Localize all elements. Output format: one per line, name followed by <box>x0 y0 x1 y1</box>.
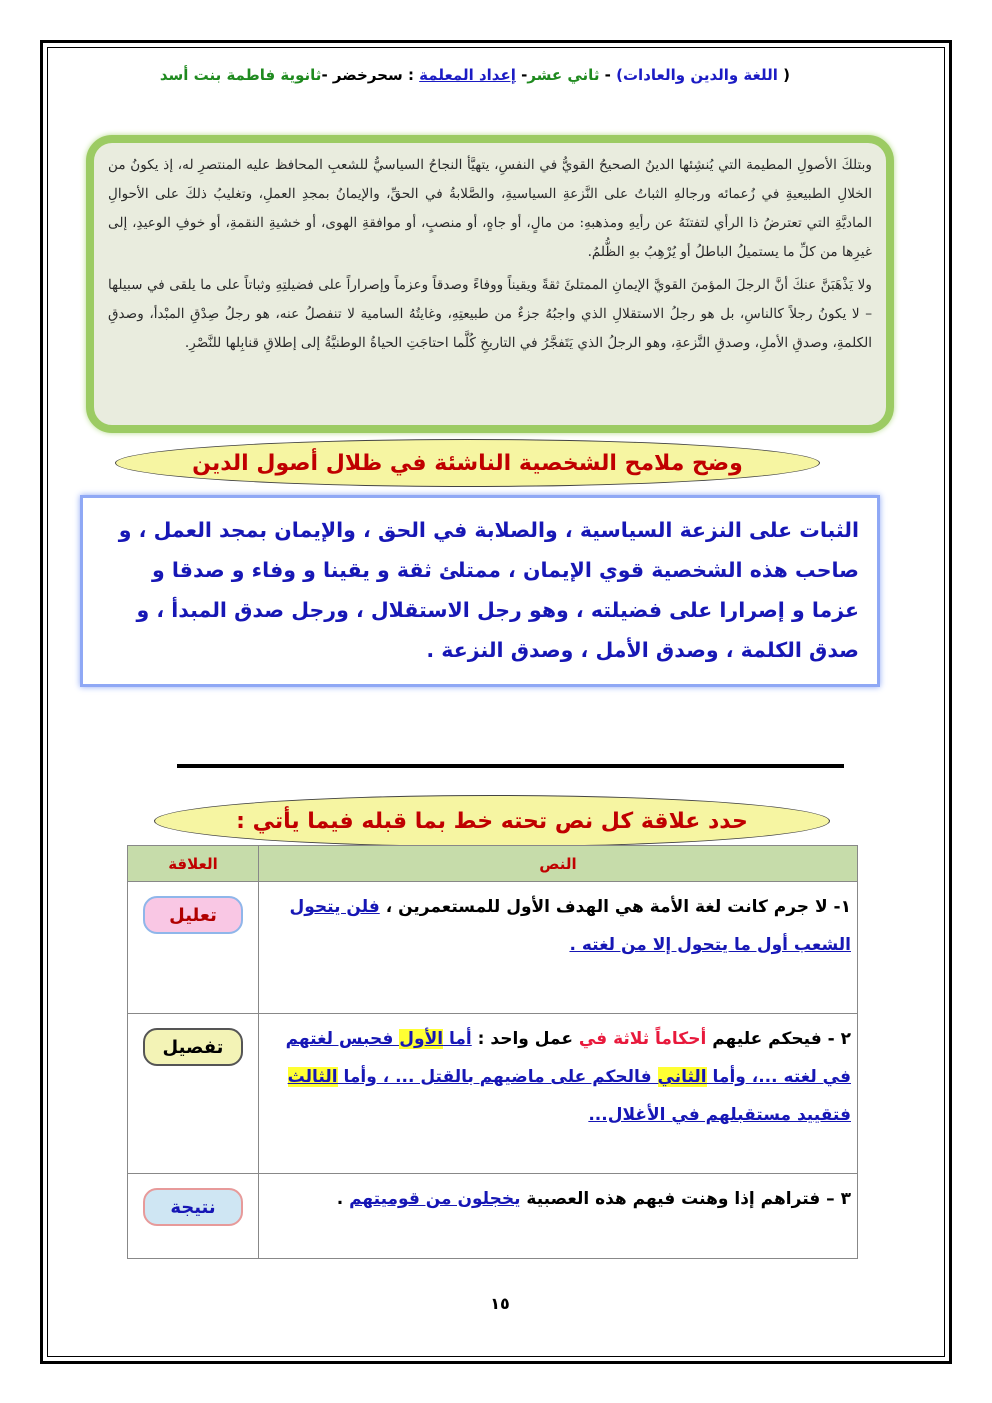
text-plain: . <box>336 1189 350 1209</box>
header-sep: - <box>515 66 528 84</box>
page-header <box>60 66 790 84</box>
row-relation <box>128 882 259 1014</box>
table-header-row <box>128 846 858 882</box>
answer-1-box: الثبات على النزعة السياسية ، والصلابة في الحق ، والإيمان بمجد العمل ، و صاحب هذه الشخصية قوي الإيمان ، ممتلئ ثقة و يقينا و وفاء و صدقا و عزما و إصرارا على فضيلته ، وهو رجل الاستقلال ، ورجل صدق المبدأ ، و صدق الكلمة ، وصدق الأمل ، وصدق النزعة . <box>80 495 880 687</box>
row-relation <box>128 1174 259 1259</box>
row-relation <box>128 1014 259 1174</box>
relation-badge: تعليل <box>143 896 243 934</box>
table-row <box>128 882 858 1014</box>
header-paren: ( <box>783 66 790 84</box>
table-row <box>128 1174 858 1259</box>
page-number: ١٥ <box>490 1294 510 1313</box>
text-underlined: فلن يتحول الشعب أول ما يتحول إلا من لغته . <box>289 897 851 955</box>
passage-paragraph: ولا يَذْهَبَنَّ عنكَ أنَّ الرجلَ المؤمنَ القويَّ الإيمانِ الممتلئَ ثقةً ويقيناً ووفاءً وصدقاً وعزماً وإصراراً على فضيلتِهِ وثباتاً على ما يلقى في سبيلها – لا يكونُ رجلاً كالناسِ، بل هو رجلُ الاستقلالِ الذي واجبُهُ جزءٌ من طبيعتِهِ، وغايتُهُ السامية لا تنفصلُ عنه، هو رجلُ صِدْقِ المبْدأ، وصدقِ الكلمةِ، وصدقِ الأملِ، وصدقِ النَّزعةِ، وهو الرجلُ الذي يَتَفجَّرُ في التاريخِ كُلَّما احتاجَتِ الحياةُ الوطنيَّةُ إلى إطلاقِ قنابِلها للنَّصْرِ. <box>108 277 872 351</box>
question-2-banner: حدد علاقة كل نص تحته خط بما قبله فيما يأتي : <box>154 795 830 847</box>
text-underlined: يخجلون من قوميتهم <box>349 1189 521 1209</box>
header-sep: - <box>599 66 617 84</box>
header-relation: العلاقة <box>128 846 259 882</box>
header-prepared: إعداد المعلمة <box>419 66 516 84</box>
passage-paragraph: وبتلكَ الأصولِ المطيمة التي يُنشِئها الدينُ الصحيحُ القويُّ في النفسِ، يتهيَّأ النجاحُ السياسيُّ للشعبِ المحافظ عليه المنتصرِ له، إذ يكونُ من الخلالِ الطبيعيةِ في زُعمائه ورجالهِ الثباتُ على النَّزعةِ السياسيةِ، والصَّلابةُ في الحقِّ، والإيمانُ بمجدِ العملِ، وتغليبُ ذلكَ على الأحوالِ الماديَّةِ التي تعترضُ ذا الرأي لتفتنَهُ عن رأيهِ ومذهبهِ: من مالٍ، أو جاهٍ، أو منصبٍ، أو موافقةِ الهوى، أو خشيةِ النقمةِ، أو خوفِ الوعيدِ، إلى غيرِها من كلِّ ما يستميلُ الباطلُ أو يُرْهِبُ بهِ الظُّلمُ. <box>108 157 872 260</box>
text-plain: عمل واحد : <box>471 1029 579 1049</box>
header-grade: ثاني عشر <box>527 66 600 84</box>
reading-passage-box <box>86 135 894 433</box>
text-plain: ١- لا جرم كانت لغة الأمة هي الهدف الأول للمستعمرين ، <box>379 897 851 917</box>
header-sep: - <box>321 66 333 84</box>
table-row <box>128 1014 858 1174</box>
question-1-banner: وضح ملامح الشخصية الناشئة في ظلال أصول الدين <box>115 439 820 487</box>
text-plain: ٣ – فتراهم إذا وهنت فيهم هذه العصبية <box>520 1189 851 1209</box>
text-underlined: فتقييد مستقبلهم في الأغلال... <box>588 1105 851 1125</box>
row-text <box>258 1174 857 1259</box>
text-red: أحكاماً ثلاثة <box>613 1029 707 1049</box>
row-text <box>258 882 857 1014</box>
header-topic: اللغة والدين والعادات <box>622 66 778 84</box>
row-text <box>258 1014 857 1174</box>
header-teacher: سحرخضر <box>332 66 403 84</box>
text-underlined: فحبس لغتهم في لغته ...، وأما <box>285 1029 851 1087</box>
header-sep: ) <box>616 66 623 84</box>
text-highlight: الثالث <box>287 1067 338 1087</box>
text-underlined: فالحكم على ماضيهم بالقتل ... ، وأما <box>337 1067 658 1087</box>
text-underlined: أما <box>443 1029 472 1049</box>
header-school: ثانوية فاطمة بنت أسد <box>159 66 322 84</box>
text-red: في <box>578 1029 614 1049</box>
relation-badge: نتيجة <box>143 1188 243 1226</box>
text-highlight: الثاني <box>657 1067 707 1087</box>
relation-badge: تفصيل <box>143 1028 243 1066</box>
header-sep: : <box>402 66 420 84</box>
relations-table <box>127 845 858 1259</box>
header-text: النص <box>258 846 857 882</box>
section-divider <box>177 764 844 768</box>
text-plain: ٢ - فيحكم عليهم <box>706 1029 851 1049</box>
text-highlight: الأول <box>399 1029 444 1049</box>
